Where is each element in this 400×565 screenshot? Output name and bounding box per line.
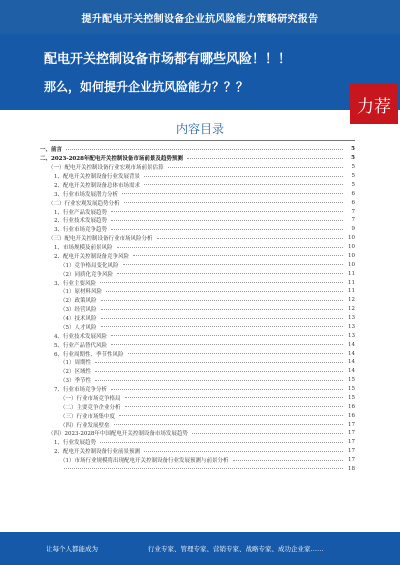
toc-leader-dots (111, 335, 343, 336)
recommend-badge: 力荐 (350, 84, 398, 124)
toc-entry-text: 2、配电开关控制设备行业前景预测 (54, 449, 141, 456)
toc-entry-text: 1、行业发展趋势 (54, 440, 96, 447)
toc-entry-text: 二、2023-2028年配电开关控制设备市场前景及趋势预测 (40, 156, 183, 163)
toc-page-number: 18 (348, 465, 355, 472)
toc-entry-text: （一）行业市场竞争格局 (60, 395, 121, 402)
toc-entry-text: （三）配电开关控制设备行业市场风险分析 (48, 236, 153, 243)
toc-entry[interactable] (40, 411, 355, 420)
hero-banner (0, 34, 400, 117)
toc-leader-dots (100, 442, 343, 443)
footer-slogan: 让每个人都能成为 (46, 545, 98, 553)
toc-entry-text: （1）市场行业规模将出现配电开关控制设备行业发展预测与前景分析 (60, 458, 229, 465)
toc-leader-dots (64, 468, 343, 469)
toc-leader-dots (157, 238, 343, 239)
toc-entry-text: 5、行业产品替代风险 (54, 342, 107, 349)
toc-entry[interactable] (40, 376, 355, 385)
table-of-contents (40, 145, 355, 473)
toc-entry[interactable] (40, 402, 355, 411)
toc-entry[interactable] (40, 287, 355, 296)
toc-page-number: 12 (348, 306, 355, 313)
toc-page-number: 6 (351, 190, 355, 197)
toc-entry-text: （二）主要竞争企业分析 (60, 404, 121, 411)
toc-entry-text: 6、行业周期性、季节性风险 (54, 351, 124, 358)
toc-leader-dots (101, 326, 344, 327)
toc-entry-text: （2）同质化竞争风险 (60, 271, 113, 278)
report-header (0, 0, 400, 34)
toc-leader-dots (111, 211, 343, 212)
toc-entry[interactable] (40, 269, 355, 278)
toc-leader-dots (101, 309, 344, 310)
toc-entry-text: （3）季节性 (60, 378, 91, 385)
toc-entry-text: （1）竞争格局变化风险 (60, 262, 119, 269)
toc-page-number: 17 (348, 448, 355, 455)
toc-entry-text: （一）配电开关控制设备行业宏观市场前景估算 (48, 165, 164, 172)
toc-entry-text: （二）行业宏观发展趋势分析 (48, 200, 120, 207)
toc-page-number: 14 (348, 368, 355, 375)
toc-entry[interactable] (40, 340, 355, 349)
toc-leader-dots (119, 415, 343, 416)
toc-leader-dots (122, 193, 343, 194)
toc-divider (50, 140, 355, 141)
toc-entry[interactable] (40, 207, 355, 216)
toc-page-number: 5 (351, 164, 355, 171)
toc-entry-text: 2、配电开关控制设备竞争风险 (54, 253, 130, 260)
toc-page-number: 6 (351, 199, 355, 206)
toc-entry[interactable] (40, 243, 355, 252)
toc-page-number: 7 (351, 217, 355, 224)
toc-page-number: 11 (348, 270, 355, 277)
toc-entry-text: 2、行业技术发展趋势 (54, 218, 107, 225)
toc-leader-dots (117, 273, 343, 274)
toc-leader-dots (106, 291, 343, 292)
toc-entry[interactable] (40, 394, 355, 403)
toc-entry-text: （1）原材料风险 (60, 289, 102, 296)
toc-leader-dots (111, 389, 343, 390)
toc-entry-text: 7、行业市场竞争分析 (54, 387, 107, 394)
toc-page-number: 17 (348, 439, 355, 446)
toc-entry-text: （1）周期性 (60, 360, 91, 367)
toc-entry[interactable] (40, 163, 355, 172)
toc-entry-text: 3、行业市场发展潜力分析 (54, 191, 119, 198)
footer-banner (0, 532, 400, 565)
toc-page-number: 5 (351, 155, 355, 162)
toc-page-number: 13 (348, 323, 355, 330)
toc-page-number: 17 (348, 421, 355, 428)
toc-entry[interactable] (40, 349, 355, 358)
toc-entry[interactable] (40, 252, 355, 261)
toc-leader-dots (125, 406, 343, 407)
toc-entry-text: （四）行业发展壁垒 (60, 422, 110, 429)
toc-page-number: 15 (348, 377, 355, 384)
toc-leader-dots (192, 433, 343, 434)
toc-entry[interactable] (40, 181, 355, 190)
toc-page-number: 5 (351, 146, 355, 153)
toc-entry-text: 一、前言 (40, 147, 63, 154)
toc-leader-dots (111, 229, 343, 230)
toc-leader-dots (124, 202, 343, 203)
toc-leader-dots (95, 371, 343, 372)
toc-entry-text: 4、行业技术发展风险 (54, 333, 107, 340)
toc-leader-dots (128, 353, 343, 354)
toc-page-number: 10 (348, 261, 355, 268)
toc-entry[interactable] (40, 429, 355, 438)
toc-page-number: 14 (348, 359, 355, 366)
toc-leader-dots (95, 380, 343, 381)
toc-leader-dots (100, 282, 343, 283)
toc-entry[interactable] (40, 385, 355, 394)
toc-leader-dots (125, 397, 343, 398)
toc-entry[interactable] (40, 447, 355, 456)
toc-leader-dots (111, 220, 343, 221)
toc-entry-text: （三）行业市场集中度 (60, 413, 116, 420)
toc-entry-text: （2）区域性 (60, 369, 91, 376)
toc-entry[interactable] (40, 367, 355, 376)
footer-roles: 行业专家、管理专家、营销专家、战略专家、成功企业家…… (148, 545, 324, 553)
toc-leader-dots (95, 362, 343, 363)
toc-leader-dots (101, 318, 344, 319)
toc-entry[interactable] (40, 225, 355, 234)
toc-entry-text: 1、配电开关控制设备行业发展背景 (54, 174, 141, 181)
toc-page-number: 14 (348, 350, 355, 357)
toc-entry-text: 3、行业市场竞争趋势 (54, 227, 107, 234)
toc-page-number: 14 (348, 341, 355, 348)
report-title: 提升配电开关控制设备企业抗风险能力策略研究报告 (81, 13, 319, 25)
toc-page-number: 11 (348, 288, 355, 295)
toc-entry[interactable] (40, 305, 355, 314)
toc-entry[interactable] (40, 420, 355, 429)
toc-entry[interactable] (40, 145, 355, 154)
toc-entry-text: （四）2023-2028年中国配电开关控制设备市场发展趋势 (48, 431, 188, 438)
toc-leader-dots (144, 184, 343, 185)
toc-entry[interactable] (40, 278, 355, 287)
toc-page-number: 16 (348, 403, 355, 410)
toc-entry[interactable] (40, 216, 355, 225)
toc-entry-text: （5）人才风险 (60, 324, 97, 331)
toc-leader-dots (144, 451, 343, 452)
toc-entry[interactable] (40, 189, 355, 198)
toc-page-number: 12 (348, 297, 355, 304)
toc-leader-dots (187, 158, 343, 159)
toc-page-number: 16 (348, 412, 355, 419)
toc-leader-dots (168, 167, 343, 168)
toc-entry[interactable] (40, 358, 355, 367)
toc-page-number: 13 (348, 315, 355, 322)
toc-leader-dots (114, 424, 343, 425)
toc-entry[interactable] (40, 456, 355, 465)
toc-entry-text: （4）技术风险 (60, 316, 97, 323)
toc-leader-dots (101, 300, 344, 301)
toc-page-number: 5 (351, 181, 355, 188)
hero-subheadline: 那么，如何提升企业抗风险能力？？？ (44, 80, 249, 94)
toc-entry[interactable] (40, 331, 355, 340)
toc-leader-dots (233, 460, 343, 461)
toc-page-number: 17 (348, 457, 355, 464)
toc-entry[interactable] (40, 260, 355, 269)
toc-entry[interactable] (40, 296, 355, 305)
toc-page-number: 7 (351, 208, 355, 215)
toc-page-number: 10 (348, 235, 355, 242)
toc-entry[interactable] (40, 465, 355, 474)
toc-page-number: 9 (351, 226, 355, 233)
toc-leader-dots (123, 264, 343, 265)
toc-title: 内容目录 (175, 122, 224, 136)
toc-entry[interactable] (40, 438, 355, 447)
toc-entry[interactable] (40, 323, 355, 332)
toc-leader-dots (111, 344, 343, 345)
toc-entry-text: （2）政策风险 (60, 298, 97, 305)
toc-entry-text: 3、行业主要风险 (54, 280, 96, 287)
toc-entry-text: （3）经营风险 (60, 307, 97, 314)
toc-entry-text: 1、行业产品发展趋势 (54, 209, 107, 216)
toc-leader-dots (144, 176, 343, 177)
toc-entry[interactable] (40, 198, 355, 207)
toc-page-number: 10 (348, 252, 355, 259)
toc-entry[interactable] (40, 172, 355, 181)
toc-page-number: 5 (351, 173, 355, 180)
toc-page-number: 10 (348, 244, 355, 251)
toc-page-number: 17 (348, 430, 355, 437)
hero-headline: 配电开关控制设备市场都有哪些风险！！！ (44, 52, 292, 67)
toc-entry-text: 2、配电开关控制设备总体市场需求 (54, 182, 141, 189)
toc-page-number: 15 (348, 394, 355, 401)
toc-page-number: 15 (348, 386, 355, 393)
toc-entry[interactable] (40, 234, 355, 243)
toc-page-number: 13 (348, 332, 355, 339)
toc-page-number: 11 (348, 279, 355, 286)
toc-leader-dots (133, 255, 343, 256)
toc-entry-text: 1、市场规模及前景风险 (54, 245, 113, 252)
toc-leader-dots (66, 149, 343, 150)
toc-entry[interactable] (40, 314, 355, 323)
toc-leader-dots (117, 247, 343, 248)
toc-entry[interactable] (40, 154, 355, 163)
